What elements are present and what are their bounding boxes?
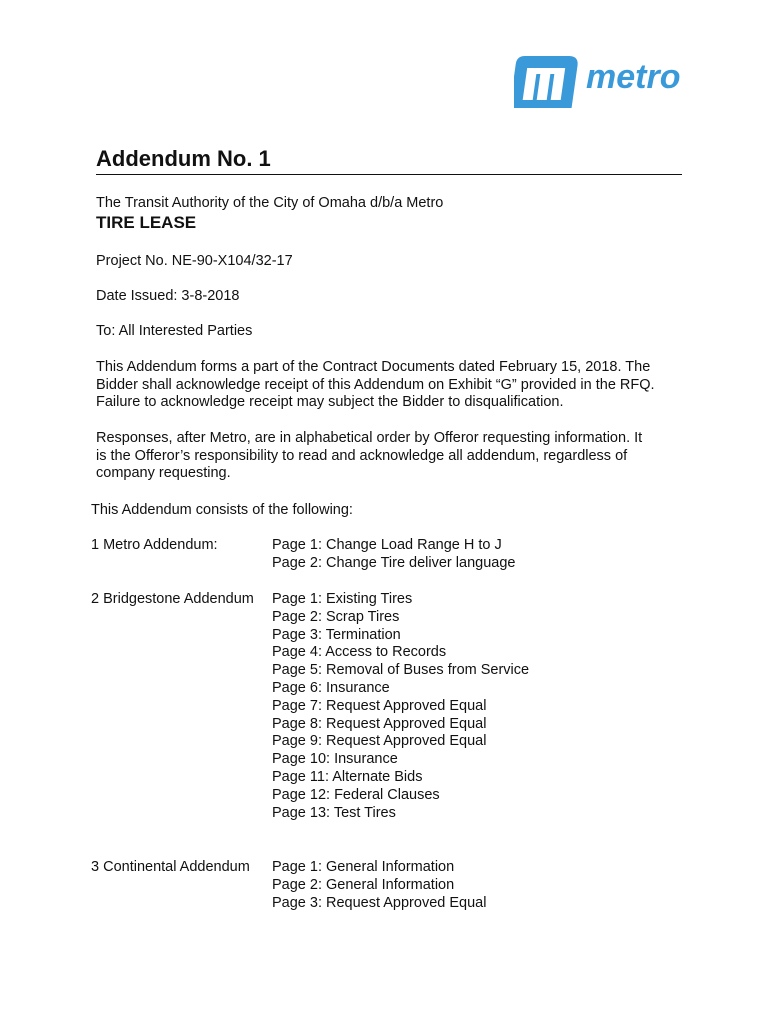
addendum-group-label: 2 Bridgestone Addendum [91,591,254,607]
responses-paragraph [96,430,696,483]
intro-line: Bidder shall acknowledge receipt of this Addendum on Exhibit “G” provided in the RFQ. [96,376,655,393]
addendum-page-list [272,537,515,573]
page-item: Page 4: Access to Records [272,644,447,661]
page-item: Page 3: Request Approved Equal [272,894,487,911]
page-item: Page 1: General Information [272,859,455,875]
project-number: Project No. NE-90-X104/32-17 [96,253,293,269]
addendum-page-list [272,859,486,912]
page-item: Page 2: Scrap Tires [272,608,400,625]
responses-line: company requesting. [96,465,231,481]
responses-line: Responses, after Metro, are in alphabetical order by Offeror requesting information. It [96,430,643,446]
page-item: Page 5: Removal of Buses from Service [272,662,530,679]
consists-heading: This Addendum consists of the following: [91,502,353,518]
authority-line: The Transit Authority of the City of Omaha d/b/a Metro [96,195,444,211]
page-item: Page 2: Change Tire deliver language [272,554,516,571]
intro-paragraph [96,359,696,412]
page-item: Page 1: Existing Tires [272,591,413,607]
document-title: Addendum No. 1 [96,146,271,171]
metro-logo-icon [514,48,696,114]
page-item: Page 10: Insurance [272,751,398,768]
page-item: Page 8: Request Approved Equal [272,715,487,732]
page-item: Page 9: Request Approved Equal [272,733,487,750]
metro-logo [514,48,696,114]
svg-text:metro: metro [586,58,681,96]
page-item: Page 1: Change Load Range H to J [272,537,502,553]
intro-line: This Addendum forms a part of the Contract Documents dated February 15, 2018. The [96,359,651,375]
page-item: Page 13: Test Tires [272,804,396,821]
addendum-group-label: 3 Continental Addendum [91,859,250,875]
document-subject: TIRE LEASE [96,213,197,232]
date-issued: Date Issued: 3-8-2018 [96,288,240,304]
title-divider [96,174,682,175]
page-item: Page 7: Request Approved Equal [272,697,487,714]
recipient-line: To: All Interested Parties [96,323,253,339]
page-item: Page 11: Alternate Bids [272,768,423,785]
addendum-group-label: 1 Metro Addendum: [91,537,218,553]
page-item: Page 12: Federal Clauses [272,786,440,803]
addendum-page-list [272,591,529,822]
responses-line: is the Offeror’s responsibility to read and acknowledge all addendum, regardless of [96,447,628,464]
page-item: Page 3: Termination [272,626,401,643]
page-item: Page 6: Insurance [272,679,390,696]
page-item: Page 2: General Information [272,876,455,893]
intro-line: Failure to acknowledge receipt may subject the Bidder to disqualification. [96,394,564,410]
